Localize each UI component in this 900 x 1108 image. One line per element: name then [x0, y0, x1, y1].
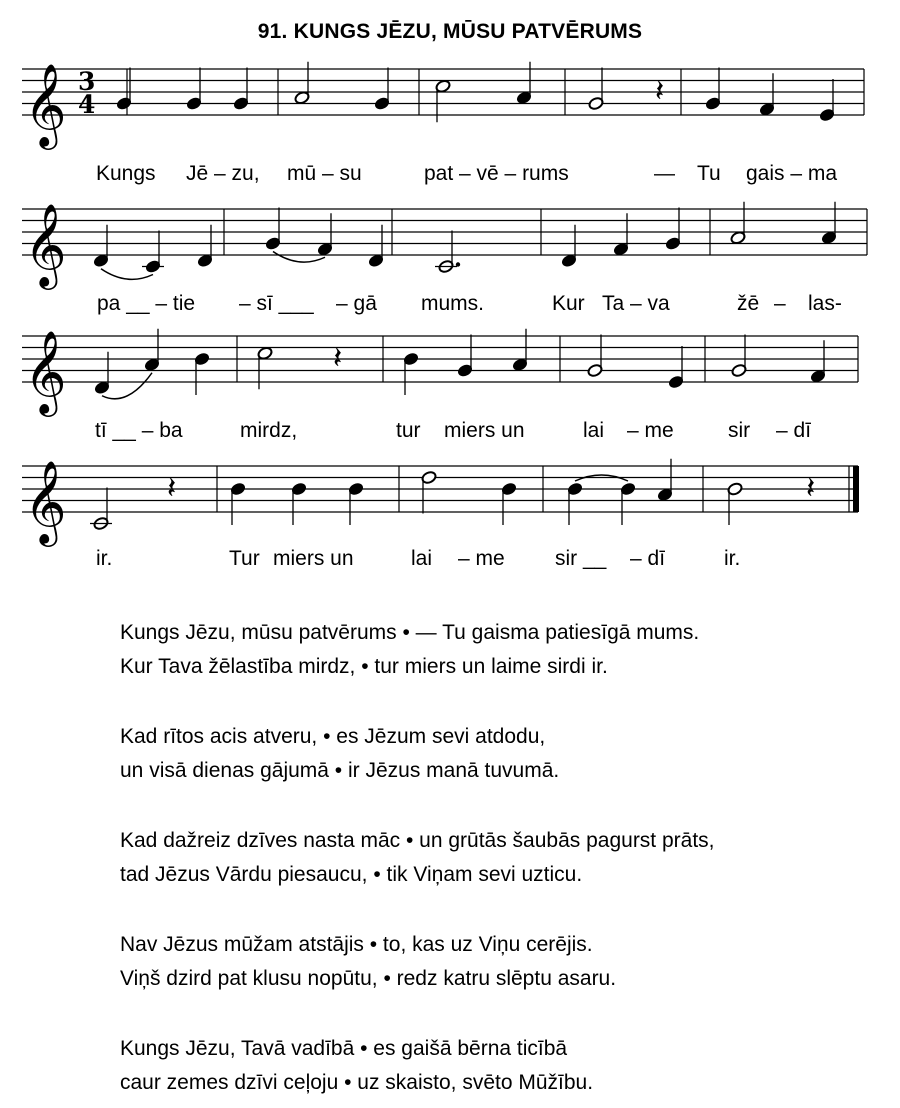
lyric-syllable: Kur — [552, 292, 585, 315]
lyric-syllable: mums. — [421, 292, 484, 315]
notes-system-3 — [94, 329, 826, 399]
lyric-syllable: miers un — [273, 547, 354, 570]
lyric-syllable: – me — [627, 419, 674, 442]
treble-clef-icon: 𝄞 — [24, 202, 67, 286]
lyric-syllable: pat – vē – rums — [424, 162, 569, 185]
lyric-syllable: gais – ma — [746, 162, 838, 185]
stanza-3 — [120, 824, 715, 892]
stanza-line: Kur Tava žēlastība mirdz, • tur miers un laime sirdi ir. — [120, 655, 608, 678]
lyric-syllable: miers un — [444, 419, 525, 442]
stanza-2 — [120, 720, 715, 788]
staff-4 — [22, 459, 859, 547]
lyric-syllable: žē — [737, 292, 760, 315]
lyric-syllable: Kungs — [96, 162, 156, 185]
stanza-line: Kad rītos acis atveru, • es Jēzum sevi atdodu, — [120, 725, 546, 748]
quarter-rest-icon: 𝄽 — [655, 74, 665, 109]
quarter-rest-icon: 𝄽 — [167, 471, 177, 506]
lyric-syllable: Tur — [229, 547, 260, 570]
lyric-syllable: sir __ — [555, 547, 607, 570]
tie — [102, 373, 152, 399]
lyric-syllable: ir. — [96, 547, 113, 570]
lyric-syllable: — — [654, 162, 675, 185]
lyric-syllable: pa __ – tie — [97, 292, 196, 315]
final-barline — [853, 466, 859, 512]
time-signature-upper: 3 — [78, 67, 96, 96]
lyric-syllable: – dī — [776, 419, 812, 442]
stanza-line: Kungs Jēzu, mūsu patvērums • — Tu gaisma patiesīgā mums. — [120, 621, 700, 644]
stanza-line: un visā dienas gājumā • ir Jēzus manā tuvumā. — [120, 759, 560, 782]
treble-clef-icon: 𝄞 — [24, 329, 67, 413]
lyric-syllable: tur — [396, 419, 421, 442]
lyric-syllable: las- — [808, 292, 842, 315]
time-signature-lower: 4 — [78, 90, 96, 119]
stanza-line: tad Jēzus Vārdu piesaucu, • tik Viņam sevi uzticu. — [120, 863, 583, 886]
stanza-line: caur zemes dzīvi ceļoju • uz skaisto, svēto Mūžību. — [120, 1071, 594, 1094]
lyric-syllable: tī __ – ba — [95, 419, 183, 442]
notes-system-2 — [93, 202, 837, 280]
lyric-syllable: – dī — [630, 547, 666, 570]
lyric-syllable: mirdz, — [240, 419, 298, 442]
treble-clef-icon: 𝄞 — [24, 459, 67, 543]
hymn-stanzas — [120, 616, 715, 1100]
stanza-5 — [120, 1032, 715, 1100]
lyric-syllable: – me — [458, 547, 505, 570]
stanza-line: Viņš dzird pat klusu nopūtu, • redz katru slēptu asaru. — [120, 967, 617, 990]
lyric-syllable: sir — [728, 419, 751, 442]
lyric-syllable: lai — [583, 419, 605, 442]
stanza-line: Nav Jēzus mūžam atstājis • to, kas uz Viņu cerējis. — [120, 933, 593, 956]
lyric-syllable: – sī ___ — [239, 292, 314, 315]
staff-1 — [22, 62, 864, 150]
hymn-title: 91. KUNGS JĒZU, MŪSU PATVĒRUMS — [257, 20, 643, 43]
stanza-line: Kungs Jēzu, Tavā vadībā • es gaišā bērna ticībā — [120, 1037, 568, 1060]
lyric-syllable: Tu — [697, 162, 721, 185]
notes-system-4 — [90, 459, 815, 531]
lyric-syllable: mū – su — [287, 162, 362, 185]
lyric-syllable: Jē – zu, — [186, 162, 260, 185]
treble-clef-icon: 𝄞 — [24, 62, 67, 146]
quarter-rest-icon: 𝄽 — [806, 471, 816, 506]
stanza-4 — [120, 928, 715, 996]
stanza-line: Kad dažreiz dzīves nasta māc • un grūtās šaubās pagurst prāts, — [120, 829, 715, 852]
tie — [273, 252, 325, 263]
stanza-1 — [120, 616, 715, 684]
tie — [101, 269, 153, 280]
lyric-syllable: ir. — [724, 547, 741, 570]
quarter-rest-icon: 𝄽 — [333, 341, 343, 376]
lyric-syllable: – gā — [336, 292, 377, 315]
lyric-syllable: Ta – va — [602, 292, 670, 315]
lyric-syllable: – — [774, 292, 786, 315]
lyric-syllable: lai — [411, 547, 433, 570]
